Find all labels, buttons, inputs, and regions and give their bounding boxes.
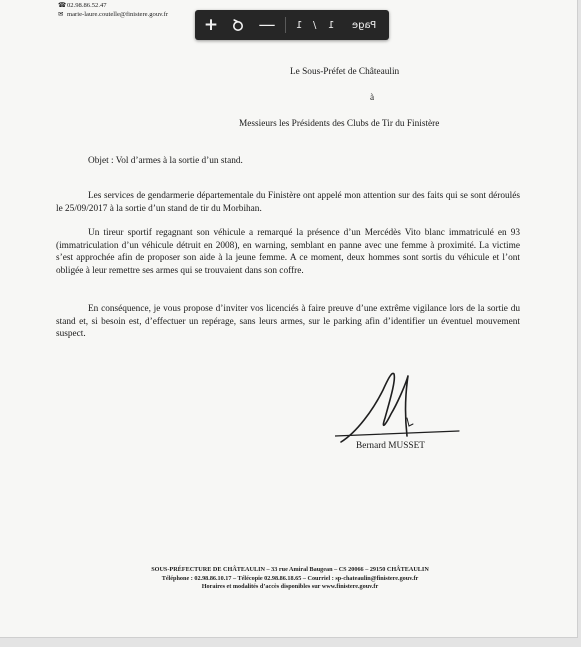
page-separator — [309, 10, 321, 40]
to-word: à — [370, 93, 375, 103]
footer-contact: Téléphone : 02.98.86.10.17 – Télécopie 02.98.86.18.65 – Courriel : sp-chateaulin@finistere.gouv.fr — [161, 574, 419, 582]
sender-line: Le Sous-Préfet de Châteaulin — [290, 67, 400, 77]
contact-phone-text: 02.98.86.52.47 — [67, 2, 107, 9]
zoom-out-button[interactable] — [255, 10, 279, 40]
pdf-toolbar — [195, 10, 389, 40]
footer-hours: Horaires et modalités d’accès disponibles sur www.finistere.gouv.fr — [201, 583, 379, 591]
zoom-in-button[interactable] — [199, 10, 223, 40]
contact-email-text: marie-laure.coutelle@finistere.gouv.fr — [67, 11, 169, 18]
current-page-text: 1 — [327, 19, 335, 31]
page-label — [345, 10, 383, 40]
signature-image — [335, 366, 465, 446]
reset-zoom-button[interactable] — [226, 10, 250, 40]
telephone-icon: ☎ — [58, 1, 67, 9]
toolbar-divider — [285, 17, 286, 33]
recipient-line: Messieurs les Présidents des Clubs de Tir du Finistère — [239, 119, 440, 129]
current-page-field[interactable] — [323, 10, 339, 40]
page-separator-text: / — [313, 19, 317, 31]
contact-email — [58, 10, 168, 19]
signer-name: Bernard MUSSET — [356, 441, 425, 451]
paragraph-2: Un tireur sportif regagnant son véhicule a remarqué la présence d’un Mercédès Vito blanc immatriculé en 93 (immatriculation d’un véhicule détruit en 2008), en warning, semblant en panne avec une femme à proximité. La victime s’est approchée afin de proposer son aide à la jeune femme. A ce moment, deux hommes sont sortis du véhicule et l’ont obligée à leur remettre ses armes qui se trouvaient dans son coffre. — [56, 228, 520, 276]
total-pages-text: 1 — [295, 19, 303, 31]
zoom-in-icon: + — [203, 15, 219, 35]
page-label-text: Page — [351, 19, 377, 31]
footer-address: SOUS-PRÉFECTURE DE CHÂTEAULIN – 33 rue Amiral Baugean – CS 20066 – 29150 CHÂTEAULIN — [151, 566, 429, 573]
subject-line: Objet : Vol d’armes à la sortie d’un stand. — [88, 156, 243, 166]
total-pages — [291, 10, 307, 40]
zoom-out-icon: — — [258, 15, 276, 35]
footer — [60, 566, 520, 592]
paragraph-3: En conséquence, je vous propose d’inviter vos licenciés à faire preuve d’une extrême vigilance lors de la sortie du stand et, si besoin est, d’effectuer un repérage, sans leurs armes, sur le parking afin d’identifier un éventuel mouvement suspect. — [56, 304, 520, 340]
contact-phone — [58, 1, 107, 10]
paragraph-1: Les services de gendarmerie départementale du Finistère ont appelé mon attention sur des faits qui se sont déroulés le 25/09/2017 à la sortie d’un stand de tir du Morbihan. — [56, 191, 520, 214]
envelope-icon: ✉ — [58, 10, 64, 18]
reset-zoom-icon — [231, 18, 245, 32]
